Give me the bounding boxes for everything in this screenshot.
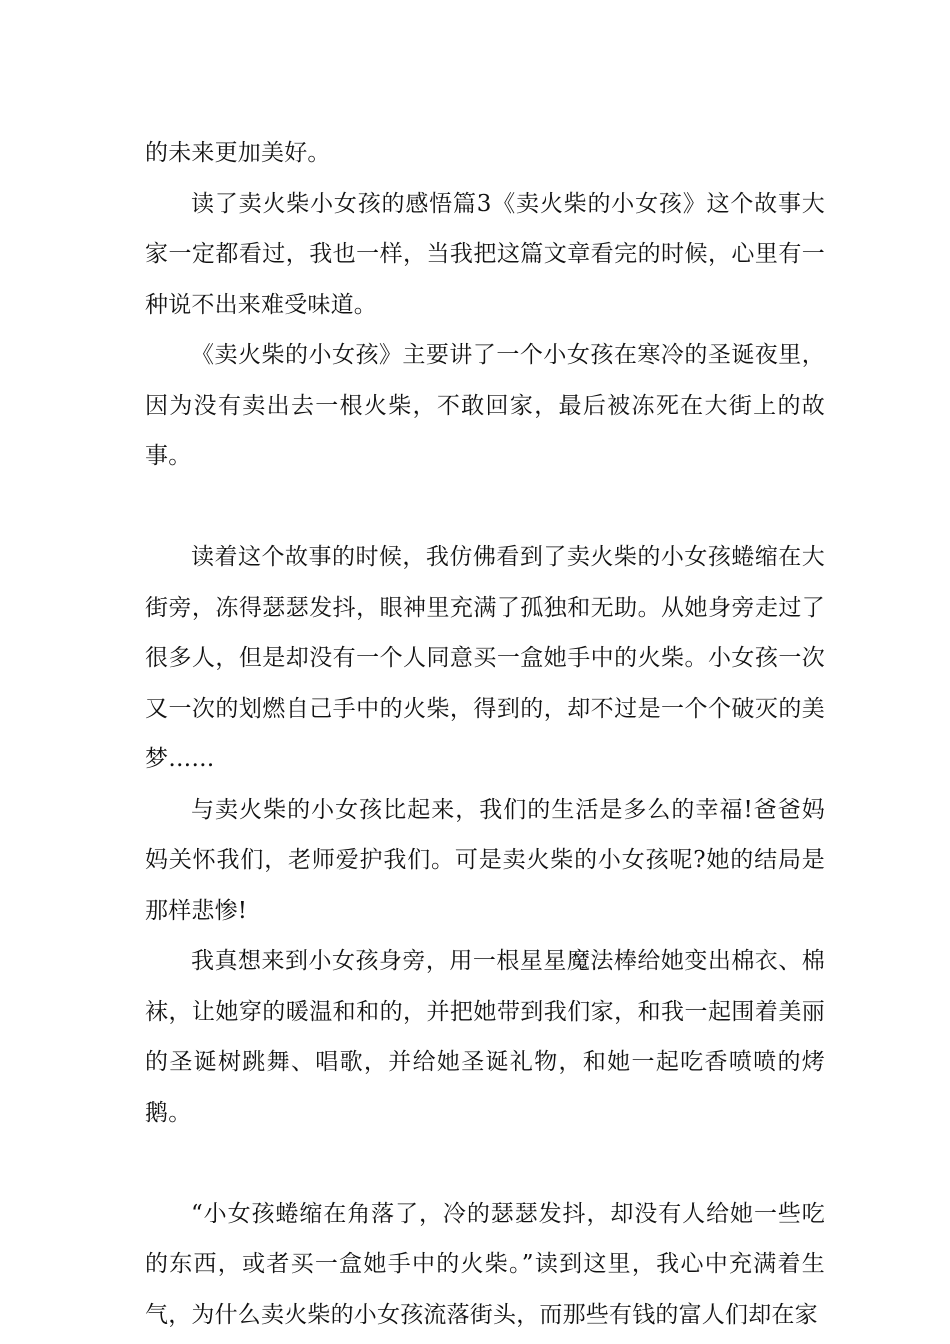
paragraph-reading: 读着这个故事的时候，我仿佛看到了卖火柴的小女孩蜷缩在大街旁，冻得瑟瑟发抖，眼神里充满了孤独和无助。从她身旁走过了很多人，但是却没有一个人同意买一盒她手中的火柴。小女孩一次又一次的划燃自己手中的火柴，得到的，却不过是一个个破灭的美梦…… [145, 544, 825, 772]
paragraph-summary: 《卖火柴的小女孩》主要讲了一个小女孩在寒冷的圣诞夜里，因为没有卖出去一根火柴，不敢回家，最后被冻死在大街上的故事。 [145, 342, 825, 469]
paragraph-spacer [145, 1138, 825, 1189]
paragraph-intro: 读了卖火柴小女孩的感悟篇3《卖火柴的小女孩》这个故事大家一定都看过，我也一样，当我把这篇文章看完的时候，心里有一种说不出来难受味道。 [145, 190, 825, 318]
paragraph-comparison: 与卖火柴的小女孩比起来，我们的生活是多么的幸福!爸爸妈妈关怀我们，老师爱护我们。可是卖火柴的小女孩呢?她的结局是那样悲惨! [145, 796, 825, 924]
paragraph-wish: 我真想来到小女孩身旁，用一根星星魔法棒给她变出棉衣、棉袜，让她穿的暖温和和的，并把她带到我们家，和我一起围着美丽的圣诞树跳舞、唱歌，并给她圣诞礼物，和她一起吃香喷喷的烤鹅。 [145, 948, 825, 1126]
document-body [145, 128, 825, 1340]
paragraph-continuation: 的未来更加美好。 [145, 140, 331, 166]
paragraph-quote: “小女孩蜷缩在角落了，冷的瑟瑟发抖，却没有人给她一些吃的东西，或者买一盒她手中的火柴。”读到这里，我心中充满着生气，为什么卖火柴的小女孩流落街头，而那些有钱的富人们却在家 [145, 1200, 825, 1328]
paragraph-spacer [145, 482, 825, 533]
